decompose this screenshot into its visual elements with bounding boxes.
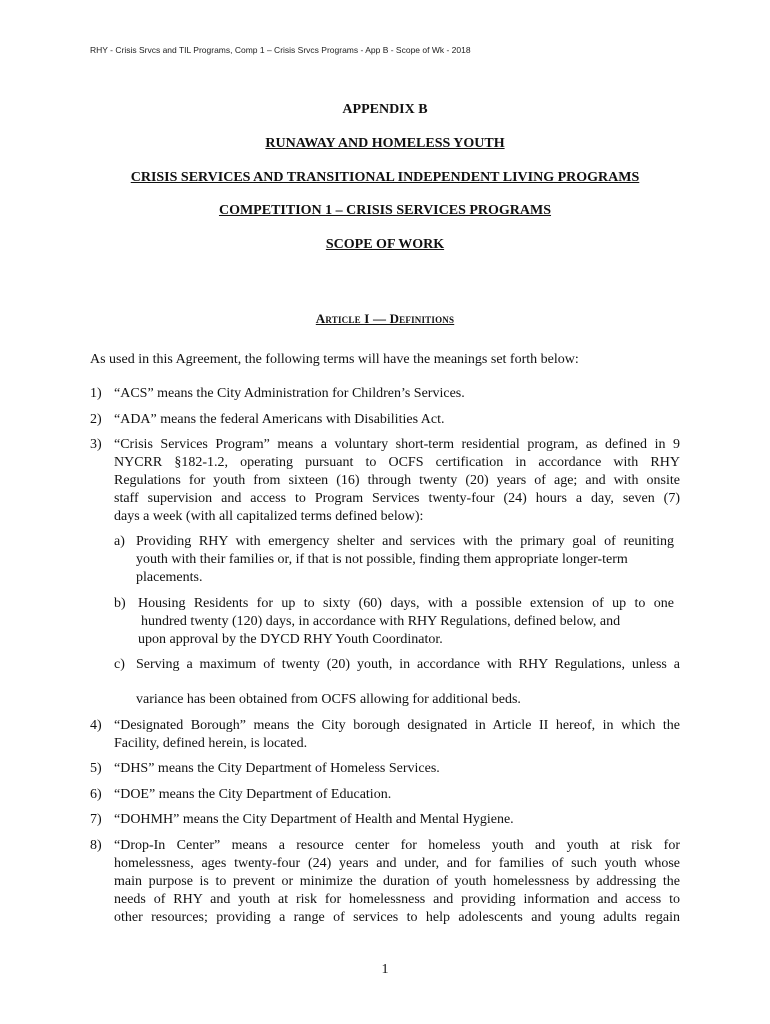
title-scope: SCOPE OF WORK: [325, 237, 445, 252]
intro-paragraph: As used in this Agreement, the following terms will have the meanings set forth below:: [90, 352, 579, 367]
def-designated-borough: “Designated Borough” means the City borough designated in Article II hereof, in which the Facility, defined herein, is located.: [114, 718, 680, 751]
def-doe: “DOE” means the City Department of Education.: [114, 787, 392, 802]
page-number: 1: [381, 962, 389, 977]
title-competition: COMPETITION 1 – CRISIS SERVICES PROGRAMS: [218, 203, 552, 218]
subitem-a: Providing RHY with emergency shelter and services with the primary goal of reuniting youth with their families or, if that is not possible, finding them appropriate longer-term placements.: [136, 534, 674, 585]
def-number: 1): [90, 386, 102, 401]
running-header: RHY - Crisis Srvcs and TIL Programs, Comp 1 – Crisis Srvcs Programs - App B - Scope of Wk - 2018: [90, 45, 471, 55]
title-runaway: RUNAWAY AND HOMELESS YOUTH: [265, 136, 505, 151]
def-number: 7): [90, 812, 102, 827]
title-appendix: APPENDIX B: [342, 102, 428, 117]
subitem-label: a): [114, 534, 125, 549]
def-dohmh: “DOHMH” means the City Department of Health and Mental Hygiene.: [114, 812, 514, 827]
article-heading: Article I — Definitions: [315, 311, 455, 326]
subitem-label: c): [114, 657, 125, 672]
def-dhs: “DHS” means the City Department of Homeless Services.: [114, 761, 440, 776]
def-ada: “ADA” means the federal Americans with Disabilities Act.: [114, 412, 445, 427]
def-number: 3): [90, 437, 102, 452]
subitem-c-continuation: variance has been obtained from OCFS allowing for additional beds.: [136, 692, 521, 707]
def-acs: “ACS” means the City Administration for Children’s Services.: [114, 386, 465, 401]
def-drop-in-center: “Drop-In Center” means a resource center for homeless youth and youth at risk for homelessness, ages twenty-four (24) years and under, and for families of such youth whose main purpose is to prevent or minimize the duration of youth homelessness by addressing the needs of RHY and youth at risk for homelessness and providing information and access to other resources; providing a range of services to help adolescents and young adults regain: [114, 838, 680, 925]
subitem-c: Serving a maximum of twenty (20) youth, in accordance with RHY Regulations, unless a: [136, 657, 680, 672]
def-number: 4): [90, 718, 102, 733]
def-number: 6): [90, 787, 102, 802]
subitem-label: b): [114, 596, 126, 611]
title-crisis-til: CRISIS SERVICES AND TRANSITIONAL INDEPENDENT LIVING PROGRAMS: [130, 170, 640, 185]
def-number: 2): [90, 412, 102, 427]
def-number: 5): [90, 761, 102, 776]
subitem-b: Housing Residents for up to sixty (60) days, with a possible extension of up to one hundred twenty (120) days, in accordance with RHY Regulations, defined below, and upon approval by the DYCD RHY Youth Coordinator.: [138, 596, 674, 647]
def-number: 8): [90, 838, 102, 853]
def-crisis-services-program: “Crisis Services Program” means a voluntary short-term residential program, as defined in 9 NYCRR §182-1.2, operating pursuant to OCFS certification in accordance with RHY Regulations for youth from sixteen (16) through twenty (20) years of age; and with onsite staff supervision and access to Program Services twenty-four (24) hours a day, seven (7) days a week (with all capitalized terms defined below):: [114, 437, 680, 524]
